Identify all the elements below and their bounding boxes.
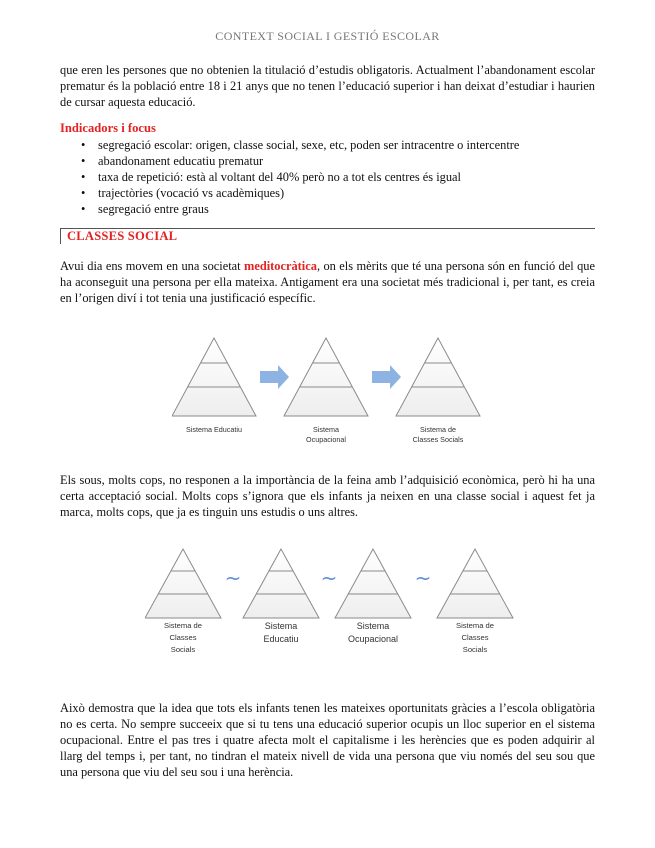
section-paragraph-2: Els sous, molts cops, no responen a la importància de la feina amb l’adquisició econòmica, però hi ha una certa acceptació social. Molts cops s’ignora que els infants ja neixen en una classe social i aquest fet ja marca, molts cops, que ja es tinguin uns estudis o uns altres. [60,473,595,519]
diagram-label: Sistema de [456,621,494,630]
pyramid-icon [145,549,221,618]
diagram-label: Sistema de [420,425,456,434]
indicators-heading: Indicadors i focus [60,121,156,135]
page-header: CONTEXT SOCIAL I GESTIÓ ESCOLAR [215,29,440,43]
diagram-label: Sistema Educatiu [186,425,242,434]
list-item: • segregació escolar: origen, classe social, sexe, etc, poden ser intracentre o intercentre [81,138,520,152]
similarity-tilde-icon: ~ [320,566,338,590]
highlight-term: meditocràtica [244,259,317,273]
diagram-label: Classes Socials [412,435,464,444]
diagram-label: Sistema [356,621,390,631]
list-item: • abandonament educatiu prematur [81,154,264,168]
indicators-list [60,137,580,217]
pyramid-icon [172,338,256,416]
similarity-tilde-icon: ~ [224,566,242,590]
bullet-marker: • [81,186,86,200]
bullet-marker: • [81,170,86,184]
diagram-label: Classes [461,633,489,642]
bullet-marker: • [81,202,86,216]
diagram-label: Sistema [313,425,339,434]
pyramid-icon [284,338,368,416]
section-title: CLASSES SOCIAL [67,229,178,243]
diagram-label: Ocupacional [306,435,346,444]
list-item: • segregació entre graus [81,202,209,216]
pyramid-diagram-2 [145,543,525,663]
pyramid-diagram-1 [172,333,492,451]
intro-paragraph: que eren les persones que no obtenien la titulació d’estudis obligatoris. Actualment l’abandonament escolar prematur és la població entre 18 i 21 anys que no tenen l’educació superior i han deixat d’estudiar i haurien de cursar aquesta educació. [60,63,595,109]
section-paragraph-3: Això demostra que la idea que tots els infants tenen les mateixes oportunitats gràcies a l’escola obligatòria no es certa. No sempre succeeix que si tu tens una educació superior ocupis un lloc superior en el sistema ocupacional. Entre el pas tres i quatre afecta molt el capitalisme i les herències que es poden adquirir al llarg del temps i, per tant, no tindran el mateix nivell de vida una persona que viu només del seu sou que una persona que viu del seu sou i una herència. [60,701,595,779]
diagram-label: Socials [462,645,488,654]
diagram-label: Classes [169,633,197,642]
list-item: • taxa de repetició: està al voltant del 40% però no a tot els centres és igual [81,170,461,184]
arrow-icon [260,365,289,389]
bullet-marker: • [81,154,86,168]
list-item: • trajectòries (vocació vs acadèmiques) [81,186,285,200]
diagram-label: Educatiu [263,634,299,644]
diagram-label: Sistema de [164,621,202,630]
diagram-label: Sistema [264,621,298,631]
diagram-label: Socials [170,645,196,654]
diagram-label: Ocupacional [347,634,399,644]
bullet-marker: • [81,138,86,152]
pyramid-icon [335,549,411,618]
arrow-icon [372,365,401,389]
pyramid-icon [243,549,319,618]
section-paragraph-1: Avui dia ens movem en una societat meditocràtica, on els mèrits que té una persona són en funció del que ha aconseguit una persona per ella mateixa. Antigament era una societat més tradicional i, per tant, es creia en l’origen diví i tot tenia una justificació específic. [60,259,595,305]
section-heading-box [60,228,595,244]
similarity-tilde-icon: ~ [414,566,432,590]
pyramid-icon [396,338,480,416]
pyramid-icon [437,549,513,618]
